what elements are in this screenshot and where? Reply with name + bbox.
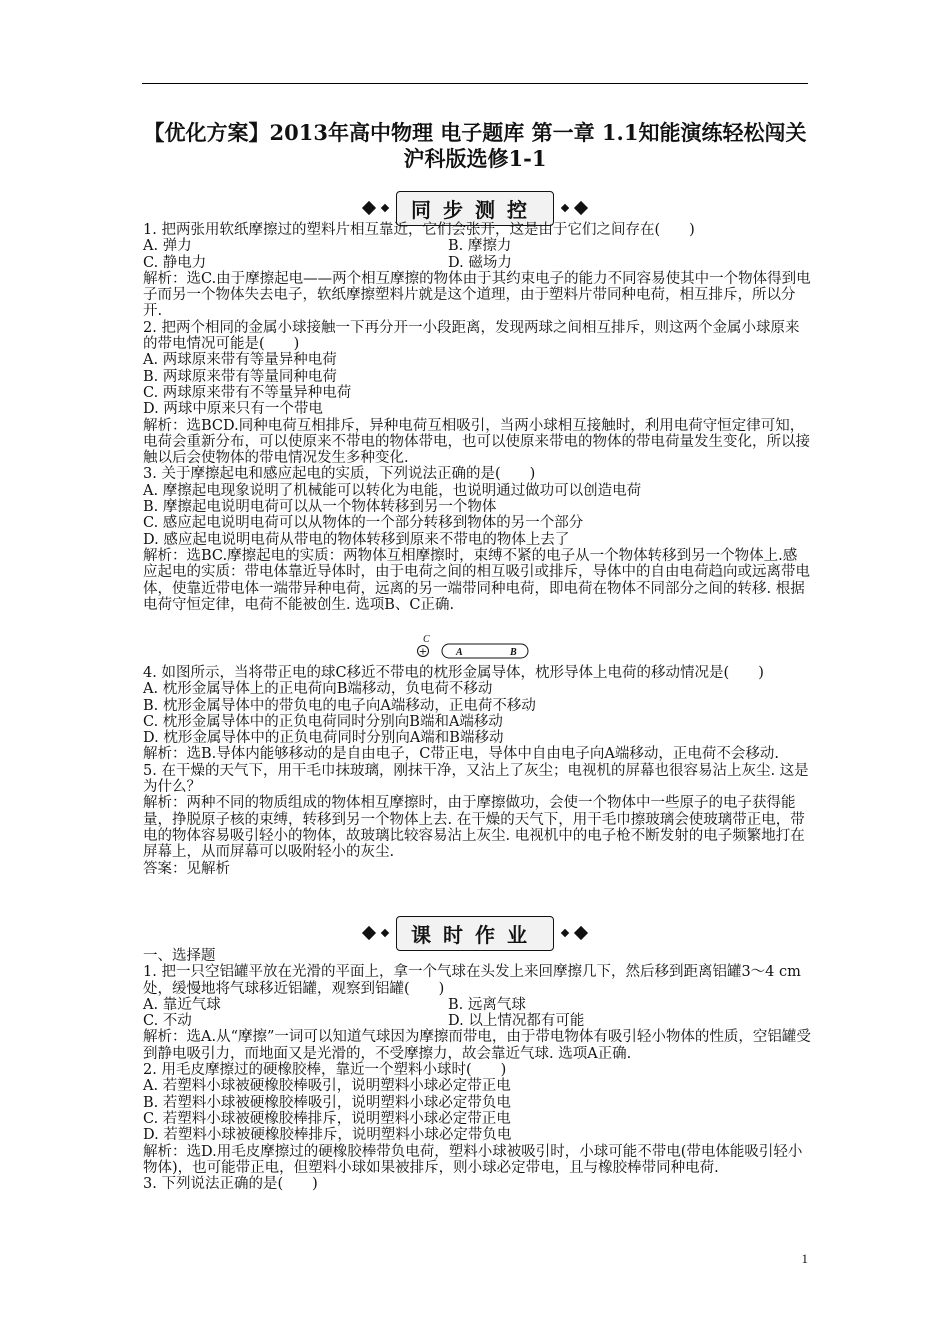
banner-label: 课时作业	[396, 916, 554, 951]
option: A. 两球原来带有等量异种电荷	[143, 352, 337, 369]
option: C. 不动	[143, 1013, 192, 1030]
option: D. 枕形金属导体中的正负电荷同时分别向A端和B端移动	[143, 730, 504, 747]
option: A. 若塑料小球被硬橡胶棒吸引，说明塑料小球必定带正电	[143, 1078, 511, 1095]
diamond-icon	[381, 204, 389, 212]
option: A. 枕形金属导体上的正电荷向B端移动，负电荷不移动	[143, 681, 493, 698]
diamond-icon	[561, 929, 569, 937]
option: D. 若塑料小球被硬橡胶棒排斥，说明塑料小球必定带负电	[143, 1127, 512, 1144]
option: D. 磁场力	[448, 254, 512, 271]
figure-label-a: A	[456, 647, 463, 658]
answer: 答案：见解析	[143, 860, 230, 877]
option: B. 摩擦力	[448, 238, 512, 255]
question-stem: 2. 把两个相同的金属小球接触一下再分开一小段距离，发现两球之间相互排斥，则这两个金属小球原来的带电情况可能是( )	[143, 319, 800, 353]
section-banner-sync	[0, 194, 950, 222]
analysis: 解析：选A.从“摩擦”一词可以知道气球因为摩擦而带电，由于带电物体有吸引轻小物体的性质，空铝罐受到静电吸引力，而地面又是光滑的，不受摩擦力，故会靠近气球. 选项A正确.	[143, 1029, 811, 1062]
section2	[143, 948, 811, 1192]
analysis: 解析：选BCD.同种电荷互相排斥，异种电荷互相吸引，当两小球相互接触时，利用电荷守恒定律可知，电荷会重新分布，可以使原来不带电的物体带电，也可以使原来带电的物体的带电荷量发生变化，所以接触以后会使物体的带电情况发生多种变化.	[143, 417, 810, 467]
figure-label-c: C	[423, 634, 430, 645]
plus-sign: +	[418, 646, 428, 658]
option: A. 靠近气球	[143, 996, 221, 1013]
analysis: 解析：选D.用毛皮摩擦过的硬橡胶棒带负电荷，塑料小球被吸引时，小球可能不带电(带电体能吸引轻小物体)，也可能带正电，但塑料小球如果被排斥，则小球必定带电，且与橡胶棒带同种电荷.	[143, 1143, 803, 1176]
options-row	[143, 238, 811, 254]
option: C. 静电力	[143, 254, 207, 271]
pillow-conductor-figure	[414, 633, 534, 659]
diamond-icon	[561, 204, 569, 212]
option: D. 两球中原来只有一个带电	[143, 401, 323, 418]
question-stem: 1. 把两张用软纸摩擦过的塑料片相互靠近，它们会张开，这是由于它们之间存在( )	[143, 222, 695, 238]
options-row	[143, 997, 811, 1013]
section1-part1	[143, 222, 811, 613]
option: A. 摩擦起电现象说明了机械能可以转化为电能，也说明通过做功可以创造电荷	[143, 482, 642, 499]
question-stem: 3. 下列说法正确的是( )	[143, 1176, 318, 1193]
figure-label-b: B	[510, 647, 517, 658]
question-stem: 4. 如图所示，当将带正电的球C移近不带电的枕形金属导体，枕形导体上电荷的移动情况是( )	[143, 665, 764, 681]
option: B. 摩擦起电说明电荷可以从一个物体转移到另一个物体	[143, 499, 497, 516]
analysis: 解析：选B.导体内能够移动的是自由电子，C带正电，导体中自由电子向A端移动，正电荷不会移动.	[143, 746, 779, 763]
diamond-icon	[574, 926, 588, 940]
option: D. 感应起电说明电荷从带电的物体转移到原来不带电的物体上去了	[143, 531, 570, 548]
section1-part2	[143, 665, 811, 877]
option: B. 枕形金属导体中的带负电的电子向A端移动，正电荷不移动	[143, 697, 536, 714]
question-stem: 5. 在干燥的天气下，用干毛巾抹玻璃，刚抹干净，又沾上了灰尘；电视机的屏幕也很容易沾上灰尘. 这是为什么？	[143, 762, 809, 796]
analysis: 解析：选BC.摩擦起电的实质：两物体互相摩擦时，束缚不紧的电子从一个物体转移到另一个物体上.感应起电的实质：带电体靠近导体时，由于电荷之间的相互吸引或排斥，导体中的自由电荷趋向或远离带电体，使靠近带电体一端带异种电荷，远离的另一端带同种电荷，即电荷在物体不同部分之间的转移. 根据电荷守恒定律，电荷不能被创生. 选项B、C正确.	[143, 547, 810, 613]
option: B. 远离气球	[448, 996, 526, 1013]
option: B. 两球原来带有等量同种电荷	[143, 368, 337, 385]
option: C. 若塑料小球被硬橡胶棒排斥，说明塑料小球必定带正电	[143, 1110, 511, 1127]
question-stem: 3. 关于摩擦起电和感应起电的实质，下列说法正确的是( )	[143, 466, 536, 483]
section-heading: 一、选择题	[143, 948, 216, 964]
option: C. 两球原来带有不等量异种电荷	[143, 384, 352, 401]
page-number: 1	[801, 1251, 808, 1266]
options-row	[143, 1013, 811, 1029]
document-title: 【优化方案】2013年高中物理 电子题库 第一章 1.1知能演练轻松闯关 沪科版选修1-1	[143, 120, 807, 171]
section-banner-homework	[0, 919, 950, 947]
analysis: 解析：选C.由于摩擦起电——两个相互摩擦的物体由于其约束电子的能力不同容易使其中一个物体得到电子而另一个物体失去电子，软纸摩擦塑料片就是这个道理，由于塑料片带同种电荷，相互排斥，所以分开.	[143, 270, 811, 320]
option: B. 若塑料小球被硬橡胶棒吸引，说明塑料小球必定带负电	[143, 1094, 511, 1111]
diamond-icon	[574, 201, 588, 215]
diamond-icon	[362, 201, 376, 215]
analysis: 解析：两种不同的物质组成的物体相互摩擦时，由于摩擦做功，会使一个物体中一些原子的电子获得能量，挣脱原子核的束缚，转移到另一个物体上去. 在干燥的天气下，用干毛巾擦玻璃会使玻璃带正电，带电的物体容易吸引轻小的物体，故玻璃比较容易沾上灰尘. 电视机中的电子枪不断发射的电子频繁地打在屏幕上，从而屏幕可以吸附轻小的灰尘.	[143, 795, 805, 861]
option: D. 以上情况都有可能	[448, 1013, 585, 1030]
header-rule	[142, 83, 808, 84]
question-stem: 2. 用毛皮摩擦过的硬橡胶棒，靠近一个塑料小球时( )	[143, 1062, 507, 1079]
banner-label: 同步测控	[396, 191, 554, 226]
option: C. 枕形金属导体中的正负电荷同时分别向B端和A端移动	[143, 713, 503, 730]
diamond-icon	[362, 926, 376, 940]
options-row	[143, 255, 811, 271]
question-stem: 1. 把一只空铝罐平放在光滑的平面上，拿一个气球在头发上来回摩擦几下，然后移到距离铝罐3～4 cm处，缓慢地将气球移近铝罐，观察到铝罐( )	[143, 964, 801, 997]
diamond-icon	[381, 929, 389, 937]
option: A. 弹力	[143, 238, 192, 255]
option: C. 感应起电说明电荷可以从物体的一个部分转移到物体的另一个部分	[143, 515, 584, 532]
